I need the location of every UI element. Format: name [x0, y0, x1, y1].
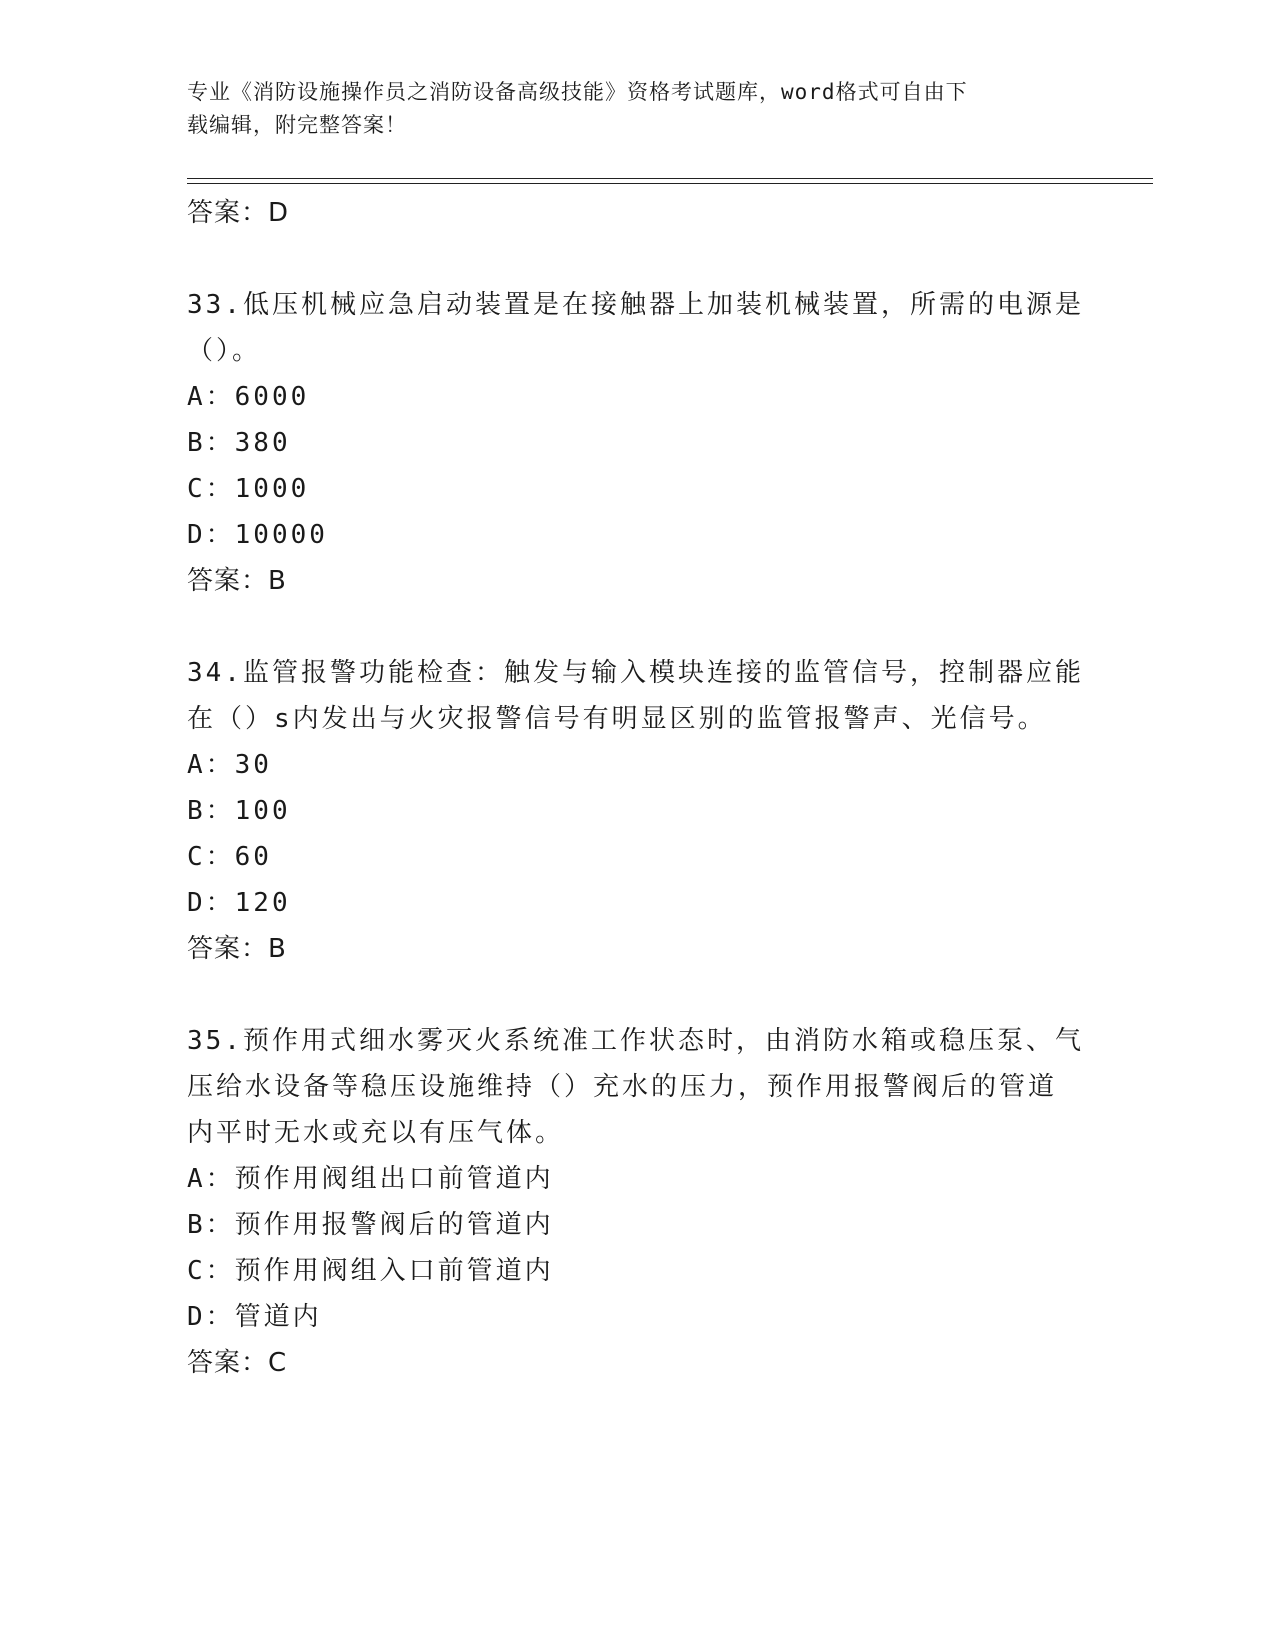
question-text: （）。 [187, 336, 262, 366]
option-c: C：预作用阀组入口前管道内 [187, 1256, 554, 1286]
answer: 答案：C [187, 1348, 288, 1378]
answer: 答案：B [187, 934, 287, 964]
header-divider-bottom [187, 183, 1153, 184]
option-b: B：预作用报警阀后的管道内 [187, 1210, 554, 1240]
header-line-1: 专业《消防设施操作员之消防设备高级技能》资格考试题库，word格式可自由下 [187, 80, 968, 104]
header-line-2: 载编辑，附完整答案！ [187, 113, 407, 137]
answer: 答案：B [187, 566, 287, 596]
question-35 [187, 1018, 1084, 1386]
option-b: B：100 [187, 796, 291, 826]
question-text: 33.低压机械应急启动装置是在接触器上加装机械装置，所需的电源是 [187, 290, 1084, 320]
question-text: 在（）s内发出与火灾报警信号有明显区别的监管报警声、光信号。 [187, 704, 1047, 734]
question-34 [187, 650, 1084, 972]
previous-answer: 答案：D [187, 198, 290, 228]
question-33 [187, 282, 1084, 604]
question-text: 内平时无水或充以有压气体。 [187, 1118, 565, 1148]
option-a: A：30 [187, 750, 272, 780]
option-c: C：60 [187, 842, 272, 872]
header-divider-top [187, 178, 1153, 179]
option-a: A：预作用阀组出口前管道内 [187, 1164, 554, 1194]
question-text: 35.预作用式细水雾灭火系统准工作状态时，由消防水箱或稳压泵、气 [187, 1026, 1084, 1056]
option-b: B：380 [187, 428, 291, 458]
option-d: D：120 [187, 888, 291, 918]
option-a: A：6000 [187, 382, 310, 412]
question-text: 压给水设备等稳压设施维持（）充水的压力，预作用报警阀后的管道 [187, 1072, 1058, 1102]
question-text: 34.监管报警功能检查：触发与输入模块连接的监管信号，控制器应能 [187, 658, 1084, 688]
option-d: D：10000 [187, 520, 328, 550]
question-list [187, 190, 1084, 1386]
option-c: C：1000 [187, 474, 310, 504]
option-d: D：管道内 [187, 1302, 322, 1332]
document-header [187, 76, 1067, 142]
